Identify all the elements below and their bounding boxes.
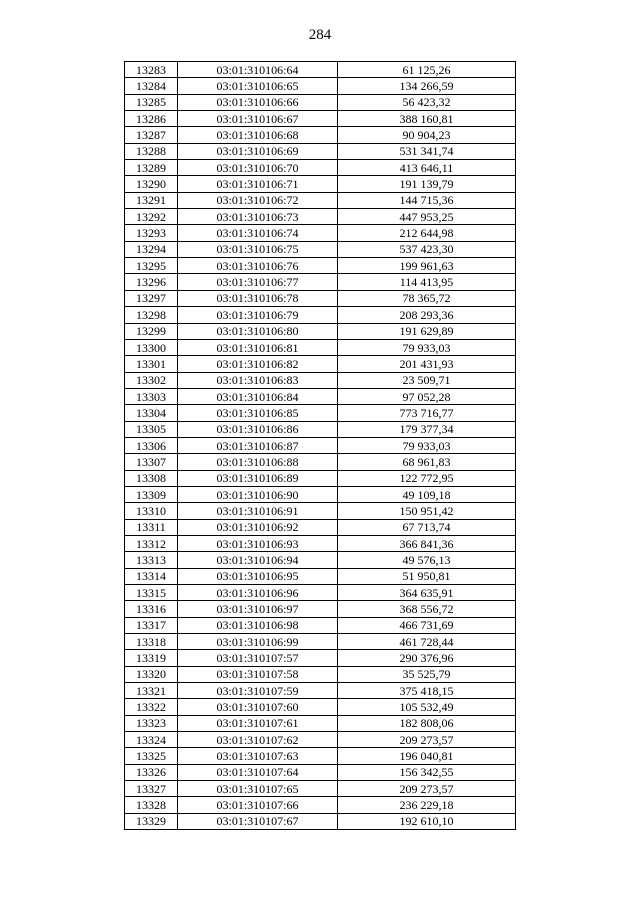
table-row: [125, 781, 516, 797]
row-number-cell: 13298: [125, 307, 178, 323]
table-row: [125, 258, 516, 274]
table-row: [125, 601, 516, 617]
table-row: [125, 634, 516, 650]
cadastral-value-cell: 49 576,13: [338, 552, 516, 568]
cadastral-value-cell: 79 933,03: [338, 339, 516, 355]
table-row: [125, 94, 516, 110]
cadastral-number-cell: 03:01:310106:72: [178, 192, 338, 208]
table-row: [125, 225, 516, 241]
cadastral-number-cell: 03:01:310107:66: [178, 797, 338, 813]
row-number-cell: 13315: [125, 585, 178, 601]
table-row: [125, 176, 516, 192]
cadastral-value-cell: 208 293,36: [338, 307, 516, 323]
table-row: [125, 290, 516, 306]
cadastral-value-cell: 23 509,71: [338, 372, 516, 388]
cadastral-number-cell: 03:01:310107:65: [178, 781, 338, 797]
table-row: [125, 339, 516, 355]
table-row: [125, 192, 516, 208]
cadastral-value-cell: 212 644,98: [338, 225, 516, 241]
row-number-cell: 13329: [125, 813, 178, 829]
cadastral-number-cell: 03:01:310106:75: [178, 241, 338, 257]
table-row: [125, 274, 516, 290]
cadastral-number-cell: 03:01:310106:98: [178, 617, 338, 633]
cadastral-number-cell: 03:01:310106:87: [178, 437, 338, 453]
cadastral-number-cell: 03:01:310106:70: [178, 160, 338, 176]
cadastral-number-cell: 03:01:310106:94: [178, 552, 338, 568]
cadastral-value-cell: 366 841,36: [338, 535, 516, 551]
row-number-cell: 13285: [125, 94, 178, 110]
cadastral-value-cell: 79 933,03: [338, 437, 516, 453]
cadastral-value-cell: 388 160,81: [338, 111, 516, 127]
cadastral-number-cell: 03:01:310106:97: [178, 601, 338, 617]
cadastral-number-cell: 03:01:310106:73: [178, 209, 338, 225]
cadastral-value-cell: 773 716,77: [338, 405, 516, 421]
table-row: [125, 307, 516, 323]
cadastral-number-cell: 03:01:310106:99: [178, 634, 338, 650]
table-row: [125, 372, 516, 388]
cadastral-number-cell: 03:01:310106:77: [178, 274, 338, 290]
table-row: [125, 715, 516, 731]
cadastral-number-cell: 03:01:310106:64: [178, 62, 338, 78]
cadastral-number-cell: 03:01:310106:96: [178, 585, 338, 601]
row-number-cell: 13318: [125, 634, 178, 650]
row-number-cell: 13327: [125, 781, 178, 797]
row-number-cell: 13320: [125, 666, 178, 682]
cadastral-value-cell: 191 139,79: [338, 176, 516, 192]
cadastral-number-cell: 03:01:310106:74: [178, 225, 338, 241]
table-row: [125, 568, 516, 584]
row-number-cell: 13324: [125, 732, 178, 748]
cadastral-value-cell: 51 950,81: [338, 568, 516, 584]
row-number-cell: 13302: [125, 372, 178, 388]
cadastral-number-cell: 03:01:310106:65: [178, 78, 338, 94]
table-row: [125, 78, 516, 94]
table-row: [125, 486, 516, 502]
cadastral-value-cell: 413 646,11: [338, 160, 516, 176]
row-number-cell: 13292: [125, 209, 178, 225]
cadastral-value-cell: 156 342,55: [338, 764, 516, 780]
table-row: [125, 797, 516, 813]
table-row: [125, 111, 516, 127]
row-number-cell: 13322: [125, 699, 178, 715]
row-number-cell: 13295: [125, 258, 178, 274]
table-row: [125, 421, 516, 437]
cadastral-value-cell: 537 423,30: [338, 241, 516, 257]
table-row: [125, 666, 516, 682]
table-row: [125, 62, 516, 78]
cadastral-number-cell: 03:01:310106:66: [178, 94, 338, 110]
cadastral-value-cell: 201 431,93: [338, 356, 516, 372]
table-row: [125, 813, 516, 829]
table-row: [125, 650, 516, 666]
cadastral-value-cell: 97 052,28: [338, 388, 516, 404]
cadastral-value-cell: 105 532,49: [338, 699, 516, 715]
cadastral-value-cell: 68 961,83: [338, 454, 516, 470]
table-row: [125, 699, 516, 715]
cadastral-number-cell: 03:01:310107:60: [178, 699, 338, 715]
row-number-cell: 13296: [125, 274, 178, 290]
table-row: [125, 160, 516, 176]
cadastral-number-cell: 03:01:310106:68: [178, 127, 338, 143]
cadastral-value-cell: 182 808,06: [338, 715, 516, 731]
row-number-cell: 13325: [125, 748, 178, 764]
row-number-cell: 13311: [125, 519, 178, 535]
cadastral-number-cell: 03:01:310107:58: [178, 666, 338, 682]
row-number-cell: 13287: [125, 127, 178, 143]
cadastral-number-cell: 03:01:310106:84: [178, 388, 338, 404]
table-row: [125, 617, 516, 633]
table-row: [125, 143, 516, 159]
cadastral-value-cell: 236 229,18: [338, 797, 516, 813]
row-number-cell: 13283: [125, 62, 178, 78]
cadastral-value-cell: 447 953,25: [338, 209, 516, 225]
cadastral-value-cell: 150 951,42: [338, 503, 516, 519]
cadastral-value-cell: 196 040,81: [338, 748, 516, 764]
cadastral-number-cell: 03:01:310106:89: [178, 470, 338, 486]
table-row: [125, 470, 516, 486]
row-number-cell: 13304: [125, 405, 178, 421]
cadastral-number-cell: 03:01:310106:76: [178, 258, 338, 274]
table-row: [125, 585, 516, 601]
table-row: [125, 323, 516, 339]
cadastral-value-cell: 144 715,36: [338, 192, 516, 208]
row-number-cell: 13284: [125, 78, 178, 94]
row-number-cell: 13328: [125, 797, 178, 813]
row-number-cell: 13306: [125, 437, 178, 453]
cadastral-value-cell: 368 556,72: [338, 601, 516, 617]
cadastral-value-cell: 78 365,72: [338, 290, 516, 306]
table-row: [125, 241, 516, 257]
cadastral-value-cell: 90 904,23: [338, 127, 516, 143]
row-number-cell: 13290: [125, 176, 178, 192]
cadastral-number-cell: 03:01:310106:78: [178, 290, 338, 306]
row-number-cell: 13293: [125, 225, 178, 241]
cadastral-value-cell: 35 525,79: [338, 666, 516, 682]
row-number-cell: 13289: [125, 160, 178, 176]
table-row: [125, 764, 516, 780]
row-number-cell: 13299: [125, 323, 178, 339]
table-body: [125, 62, 516, 830]
cadastral-number-cell: 03:01:310106:83: [178, 372, 338, 388]
cadastral-value-cell: 56 423,32: [338, 94, 516, 110]
row-number-cell: 13305: [125, 421, 178, 437]
cadastral-number-cell: 03:01:310106:93: [178, 535, 338, 551]
table-row: [125, 535, 516, 551]
cadastral-number-cell: 03:01:310106:90: [178, 486, 338, 502]
cadastral-number-cell: 03:01:310106:80: [178, 323, 338, 339]
row-number-cell: 13326: [125, 764, 178, 780]
cadastral-value-cell: 199 961,63: [338, 258, 516, 274]
cadastral-value-cell: 466 731,69: [338, 617, 516, 633]
cadastral-number-cell: 03:01:310106:86: [178, 421, 338, 437]
cadastral-number-cell: 03:01:310106:67: [178, 111, 338, 127]
cadastral-value-cell: 191 629,89: [338, 323, 516, 339]
cadastral-value-cell: 114 413,95: [338, 274, 516, 290]
cadastral-value-cell: 192 610,10: [338, 813, 516, 829]
cadastral-number-cell: 03:01:310106:91: [178, 503, 338, 519]
table-row: [125, 748, 516, 764]
row-number-cell: 13319: [125, 650, 178, 666]
table-row: [125, 405, 516, 421]
table-row: [125, 552, 516, 568]
table-row: [125, 683, 516, 699]
table-row: [125, 388, 516, 404]
row-number-cell: 13312: [125, 535, 178, 551]
cadastral-number-cell: 03:01:310106:88: [178, 454, 338, 470]
table-row: [125, 356, 516, 372]
cadastral-value-table: [124, 61, 516, 830]
row-number-cell: 13321: [125, 683, 178, 699]
cadastral-value-cell: 290 376,96: [338, 650, 516, 666]
cadastral-value-cell: 531 341,74: [338, 143, 516, 159]
row-number-cell: 13307: [125, 454, 178, 470]
cadastral-value-cell: 49 109,18: [338, 486, 516, 502]
row-number-cell: 13316: [125, 601, 178, 617]
cadastral-number-cell: 03:01:310106:85: [178, 405, 338, 421]
table-row: [125, 209, 516, 225]
cadastral-number-cell: 03:01:310107:57: [178, 650, 338, 666]
row-number-cell: 13317: [125, 617, 178, 633]
cadastral-number-cell: 03:01:310107:64: [178, 764, 338, 780]
cadastral-value-cell: 134 266,59: [338, 78, 516, 94]
page-number: 284: [308, 27, 332, 43]
cadastral-value-cell: 364 635,91: [338, 585, 516, 601]
cadastral-number-cell: 03:01:310107:63: [178, 748, 338, 764]
table-row: [125, 519, 516, 535]
cadastral-value-cell: 61 125,26: [338, 62, 516, 78]
table-row: [125, 454, 516, 470]
cadastral-number-cell: 03:01:310107:61: [178, 715, 338, 731]
cadastral-number-cell: 03:01:310107:59: [178, 683, 338, 699]
table-row: [125, 127, 516, 143]
cadastral-number-cell: 03:01:310107:62: [178, 732, 338, 748]
cadastral-value-cell: 122 772,95: [338, 470, 516, 486]
table-row: [125, 732, 516, 748]
row-number-cell: 13288: [125, 143, 178, 159]
cadastral-number-cell: 03:01:310106:81: [178, 339, 338, 355]
row-number-cell: 13286: [125, 111, 178, 127]
row-number-cell: 13294: [125, 241, 178, 257]
row-number-cell: 13301: [125, 356, 178, 372]
cadastral-number-cell: 03:01:310106:82: [178, 356, 338, 372]
cadastral-number-cell: 03:01:310106:69: [178, 143, 338, 159]
row-number-cell: 13297: [125, 290, 178, 306]
row-number-cell: 13300: [125, 339, 178, 355]
row-number-cell: 13310: [125, 503, 178, 519]
row-number-cell: 13308: [125, 470, 178, 486]
table-row: [125, 437, 516, 453]
row-number-cell: 13313: [125, 552, 178, 568]
row-number-cell: 13303: [125, 388, 178, 404]
cadastral-value-cell: 375 418,15: [338, 683, 516, 699]
cadastral-number-cell: 03:01:310106:71: [178, 176, 338, 192]
cadastral-value-cell: 67 713,74: [338, 519, 516, 535]
cadastral-number-cell: 03:01:310106:79: [178, 307, 338, 323]
cadastral-value-cell: 179 377,34: [338, 421, 516, 437]
row-number-cell: 13291: [125, 192, 178, 208]
cadastral-value-cell: 461 728,44: [338, 634, 516, 650]
cadastral-number-cell: 03:01:310106:92: [178, 519, 338, 535]
cadastral-number-cell: 03:01:310106:95: [178, 568, 338, 584]
cadastral-value-cell: 209 273,57: [338, 732, 516, 748]
row-number-cell: 13323: [125, 715, 178, 731]
cadastral-number-cell: 03:01:310107:67: [178, 813, 338, 829]
row-number-cell: 13309: [125, 486, 178, 502]
table-row: [125, 503, 516, 519]
cadastral-value-cell: 209 273,57: [338, 781, 516, 797]
row-number-cell: 13314: [125, 568, 178, 584]
